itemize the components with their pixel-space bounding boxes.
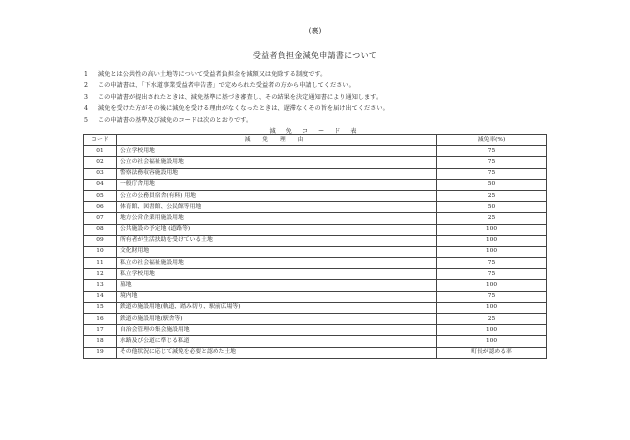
cell-rate: 100 — [437, 224, 547, 235]
table-row — [84, 314, 547, 325]
cell-rate: 75 — [437, 269, 547, 280]
table-row — [84, 190, 547, 201]
table-row — [84, 146, 547, 157]
table-row — [84, 157, 547, 168]
cell-reason: 私立学校用地 — [117, 269, 437, 280]
notes-list — [84, 69, 564, 126]
cell-reason: 地方公営企業用施設用地 — [117, 213, 437, 224]
cell-rate: 75 — [437, 291, 547, 302]
cell-reason: 公共施設の予定地 (道路等) — [117, 224, 437, 235]
table-row — [84, 258, 547, 269]
table-row — [84, 280, 547, 291]
table-row — [84, 235, 547, 246]
table-row — [84, 347, 547, 358]
note-number: 2 — [84, 82, 88, 90]
cell-code: 12 — [84, 269, 117, 280]
cell-rate: 町長が認める率 — [437, 347, 547, 358]
cell-rate: 100 — [437, 336, 547, 347]
cell-rate: 100 — [437, 302, 547, 313]
header-rate: 減免率(%) — [437, 135, 547, 146]
cell-rate: 25 — [437, 190, 547, 201]
cell-reason: 体育館、図書館、公民館等用地 — [117, 202, 437, 213]
cell-code: 16 — [84, 314, 117, 325]
cell-code: 17 — [84, 325, 117, 336]
note-text: この申請書は、「下水道事業受益者申告書」で定められた受益者の方から申請してください。 — [98, 82, 355, 90]
note-item — [84, 92, 564, 103]
cell-reason: 文化財用地 — [117, 246, 437, 257]
cell-reason: 公立の公務員宿舎(有料) 用地 — [117, 190, 437, 201]
cell-code: 03 — [84, 168, 117, 179]
cell-rate: 100 — [437, 280, 547, 291]
note-item — [84, 115, 564, 126]
reduction-code-table — [83, 134, 547, 359]
table-row — [84, 168, 547, 179]
note-text: この申請書の基準及び減免のコードは次のとおりです。 — [98, 116, 253, 124]
cell-code: 09 — [84, 235, 117, 246]
note-item — [84, 80, 564, 91]
cell-reason: 公立学校用地 — [117, 146, 437, 157]
cell-code: 04 — [84, 179, 117, 190]
note-number: 4 — [84, 105, 88, 113]
note-text: 減免とは公共性の高い土地等について受益者負担金を減額又は免除する制度です。 — [98, 71, 327, 78]
code-table-title: 減 免 コ ー ド 表 — [269, 128, 361, 135]
document-title: 受益者負担金減免申請書について — [252, 51, 378, 60]
cell-code: 05 — [84, 190, 117, 201]
cell-rate: 25 — [437, 314, 547, 325]
cell-reason: 所有者が生活扶助を受けている土地 — [117, 235, 437, 246]
table-row — [84, 224, 547, 235]
table-row — [84, 202, 547, 213]
table-row — [84, 325, 547, 336]
cell-code: 19 — [84, 347, 117, 358]
cell-rate: 50 — [437, 202, 547, 213]
cell-rate: 50 — [437, 179, 547, 190]
cell-code: 13 — [84, 280, 117, 291]
note-item — [84, 69, 564, 80]
cell-code: 11 — [84, 258, 117, 269]
table-row — [84, 291, 547, 302]
cell-code: 01 — [84, 146, 117, 157]
cell-reason: 自治会管理の集会施設用地 — [117, 325, 437, 336]
table-header-row — [84, 135, 547, 146]
cell-reason: 墓地 — [117, 280, 437, 291]
note-number: 5 — [84, 116, 88, 124]
cell-reason: 私立の社会福祉施設用地 — [117, 258, 437, 269]
table-row — [84, 213, 547, 224]
cell-rate: 100 — [437, 246, 547, 257]
cell-rate: 75 — [437, 168, 547, 179]
cell-code: 08 — [84, 224, 117, 235]
table-row — [84, 302, 547, 313]
cell-code: 06 — [84, 202, 117, 213]
cell-rate: 75 — [437, 258, 547, 269]
cell-reason: 鉄道の施設用地(軌道、踏み切り、駅前広場等) — [117, 302, 437, 313]
header-reason: 減 免 理 由 — [117, 135, 437, 146]
cell-rate: 100 — [437, 325, 547, 336]
cell-reason: 警察法務収容施設用地 — [117, 168, 437, 179]
header-code: コード — [84, 135, 117, 146]
note-item — [84, 103, 564, 114]
cell-code: 10 — [84, 246, 117, 257]
cell-reason: 公立の社会福祉施設用地 — [117, 157, 437, 168]
cell-rate: 25 — [437, 213, 547, 224]
note-text: 減免を受けた方がその後に減免を受ける理由がなくなったときは、遅滞なくその旨を届け出てください。 — [98, 105, 389, 113]
cell-code: 14 — [84, 291, 117, 302]
cell-reason: 鉄道の施設用地(駅舎等) — [117, 314, 437, 325]
note-number: 1 — [84, 71, 88, 78]
table-row — [84, 336, 547, 347]
table-row — [84, 246, 547, 257]
cell-rate: 100 — [437, 235, 547, 246]
cell-code: 15 — [84, 302, 117, 313]
cell-reason: その他状況に応じて減免を必要と認めた土地 — [117, 347, 437, 358]
cell-reason: 水路及び公道に準じる私道 — [117, 336, 437, 347]
note-text: この申請書が提出されたときは、減免基準に基づき審査し、その結果を決定通知書により通知します。 — [98, 93, 383, 101]
cell-rate: 75 — [437, 157, 547, 168]
table-row — [84, 269, 547, 280]
cell-code: 07 — [84, 213, 117, 224]
cell-rate: 75 — [437, 146, 547, 157]
table-row — [84, 179, 547, 190]
cell-code: 18 — [84, 336, 117, 347]
cell-code: 02 — [84, 157, 117, 168]
note-number: 3 — [84, 93, 88, 101]
back-side-mark: (裏) — [308, 27, 322, 35]
cell-reason: 一般庁舎用地 — [117, 179, 437, 190]
cell-reason: 境内地 — [117, 291, 437, 302]
